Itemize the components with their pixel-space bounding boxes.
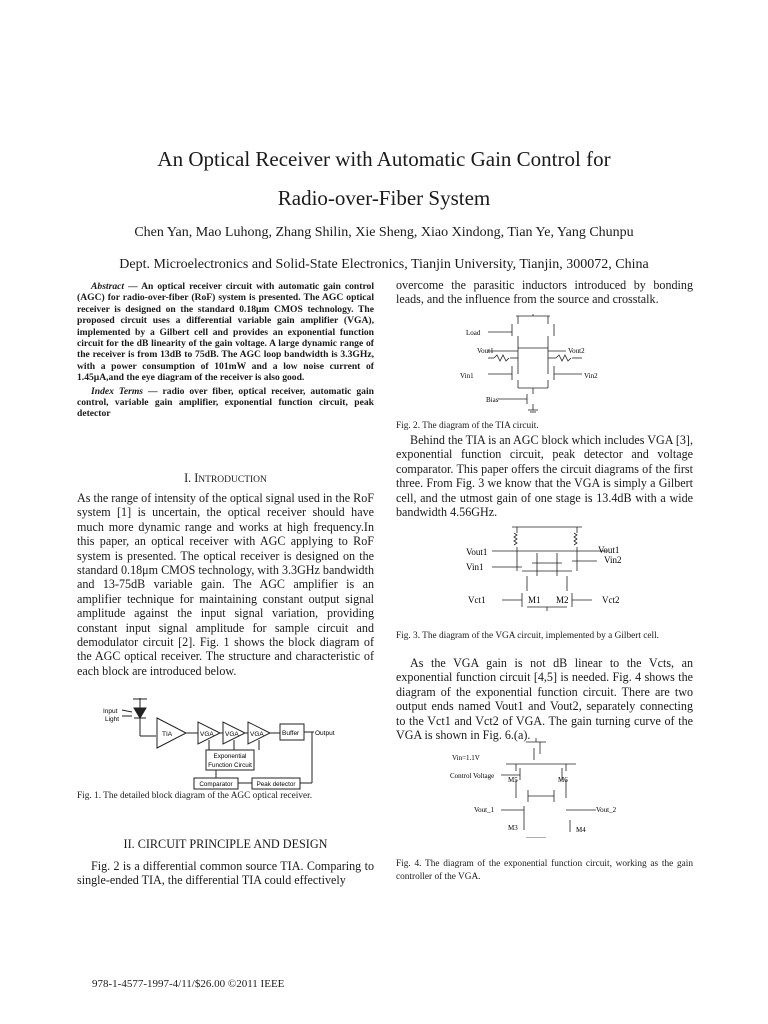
fig2-caption-block — [396, 420, 693, 433]
fig4-label-vout-2: Vout_2 — [596, 806, 617, 814]
fig4-caption-block — [396, 858, 693, 883]
section-1-heading — [77, 471, 374, 486]
author-list: Chen Yan, Mao Luhong, Zhang Shilin, Xie Sheng, Xiao Xindong, Tian Ye, Yang Chunpu — [134, 225, 634, 240]
fig2-label-vout2: Vout2 — [568, 347, 585, 355]
index-terms-label: Index Terms — [91, 385, 144, 397]
fig4-label-m3: M3 — [508, 824, 518, 832]
footer-copyright: 978-1-4577-1997-4/11/$26.00 ©2011 IEEE — [92, 978, 285, 990]
exp-paragraph: As the VGA gain is not dB linear to the Vcts, an exponential function circuit [4,5] is needed. Fig. 4 shows the diagram of the exponential function circuit. There are two output ends named Vout1 and Vout2, separately connecting to the Vct1 and Vct2 of VGA. The gain turning curve of the VGA is shown in Fig. 6.(a). — [396, 656, 693, 743]
fig1-label-peak-detector: Peak detector — [256, 781, 296, 788]
index-terms-dash: — — [148, 385, 158, 397]
paper-title-line-1: An Optical Receiver with Automatic Gain Control for — [157, 147, 611, 171]
fig1-caption: Fig. 1. The detailed block diagram of the AGC optical receiver. — [77, 791, 313, 801]
tia-continuation-paragraph: overcome the parasitic inductors introduced by bonding leads, and the influence from the source and crosstalk. — [396, 278, 693, 307]
fig1-label-input: Input — [103, 708, 118, 715]
abstract-label: Abstract — [91, 281, 125, 292]
section-2-heading — [77, 837, 374, 852]
fig1-label-light: Light — [105, 716, 120, 723]
fig3-label-m1: M1 — [528, 595, 541, 605]
section-1-body — [77, 491, 374, 678]
fig1-label-function-circuit: Function Circuit — [208, 762, 252, 769]
fig2-label-bias: Bias — [486, 396, 499, 404]
fig2-label-vin2: Vin2 — [584, 372, 598, 380]
fig2-label-vin1: Vin1 — [460, 372, 474, 380]
section-1-title: NTRODUCTION — [198, 475, 267, 485]
fig1-block-diagram — [100, 696, 350, 792]
intro-paragraph: As the range of intensity of the optical signal used in the RoF system [1] is uncertain, the optical receiver should have much more dynamic range and works at high frequency.In this paper, an optical receiver with AGC applying to RoF system is presented. The optical receiver is designed on the standard 0.18μm CMOS technology, with 3.3GHz bandwidth and 13-75dB variable gain. The AGC amplifier is an amplifier technique for maintaining constant output signal amplitude against the input signal variation, providing constant input signal amplitude for sample circuit and demodulator circuit [2]. Fig. 1 shows the block diagram of the AGC optical receiver. The structure and characteristic of each block are introduced below. — [77, 491, 374, 678]
fig3-label-vout1-right: Vout1 — [598, 545, 620, 555]
fig4-label-m6: M6 — [558, 776, 568, 784]
fig1-label-output: Output — [315, 730, 335, 737]
fig3-label-vin2: Vin2 — [604, 555, 622, 565]
affiliation: Dept. Microelectronics and Solid-State Electronics, Tianjin University, Tianjin, 300072, China — [119, 257, 649, 272]
abstract-dash: — — [128, 281, 138, 292]
agc-paragraph-block — [396, 433, 693, 519]
fig4-caption: Fig. 4. The diagram of the exponential function circuit, working as the gain controller of the VGA. — [396, 859, 693, 882]
fig3-label-vct1: Vct1 — [468, 595, 486, 605]
fig3-vga-schematic — [462, 521, 662, 613]
fig1-label-comparator: Comparator — [199, 781, 233, 788]
fig4-label-m4: M4 — [576, 826, 586, 834]
paper-title-line-2: Radio-over-Fiber System — [277, 186, 491, 210]
fig2-label-load: Load — [466, 329, 481, 337]
fig1-caption-block — [77, 790, 374, 803]
fig1-label-vga-1: VGA — [200, 731, 214, 738]
fig4-label-vout-1: Vout_1 — [474, 806, 495, 814]
index-terms — [77, 386, 374, 420]
fig2-caption: Fig. 2. The diagram of the TIA circuit. — [396, 421, 539, 431]
left-column — [77, 281, 374, 420]
fig1-label-exponential: Exponential — [213, 753, 247, 760]
fig3-caption-block — [396, 630, 693, 643]
fig2-tia-schematic — [458, 314, 618, 414]
agc-paragraph: Behind the TIA is an AGC block which includes VGA [3], exponential function circuit, peak detector and voltage comparator. This paper offers the circuit diagrams of the first three. From Fig. 3 we know that the VGA is simply a Gilbert cell, and the utmost gain of one stage is 13.4dB with a wide bandwidth 4.56GHz. — [396, 433, 693, 520]
abstract-text: An optical receiver circuit with automatic gain control (AGC) for radio-over-fiber (RoF) system is presented. The AGC optical receiver is designed on the standard 0.18μm CMOS technology. The proposed circuit uses a differential variable gain amplifier (VGA), implemented by a Gilbert cell and provides an exponential function circuit for the dB linearity of the gain voltage. A large dynamic range of the receiver is from 13dB to 75dB. The AGC loop bandwidth is 3.3GHz, with a power consumption of 101mW and a low noise current of 1.45μA,and the eye diagram of the receiver is also good. — [77, 281, 375, 384]
section-2-body — [77, 859, 374, 888]
fig4-label-m5: M5 — [508, 776, 518, 784]
right-column-start — [396, 278, 693, 307]
fig1-label-tia: TIA — [162, 731, 173, 738]
fig3-label-m2: M2 — [556, 595, 569, 605]
section-2-paragraph: Fig. 2 is a differential common source TIA. Comparing to single-ended TIA, the differential TIA could effectively — [77, 859, 374, 888]
fig3-label-vout1-left: Vout1 — [466, 547, 488, 557]
fig4-exp-schematic — [446, 738, 636, 838]
section-2-title: II. CIRCUIT PRINCIPLE AND DESIGN — [123, 837, 328, 851]
fig1-label-vga-2: VGA — [225, 731, 239, 738]
abstract — [77, 281, 374, 384]
section-1-numeral: I. I — [184, 471, 199, 485]
fig2-label-vout1: Vout1 — [477, 347, 494, 355]
fig3-label-vct2: Vct2 — [602, 595, 620, 605]
fig3-caption: Fig. 3. The diagram of the VGA circuit, implemented by a Gilbert cell. — [396, 631, 660, 641]
fig1-label-buffer: Buffer — [282, 730, 300, 737]
index-terms-text: radio over fiber, optical receiver, automatic gain control, variable gain amplifier, exponential function circuit, peak detector — [77, 385, 374, 420]
fig3-label-vin1: Vin1 — [466, 562, 484, 572]
fig4-label-vin: Vin=1.1V — [452, 754, 480, 762]
fig4-label-control-voltage: Control Voltage — [450, 772, 495, 780]
fig1-label-vga-3: VGA — [250, 731, 264, 738]
exp-paragraph-block — [396, 656, 693, 742]
